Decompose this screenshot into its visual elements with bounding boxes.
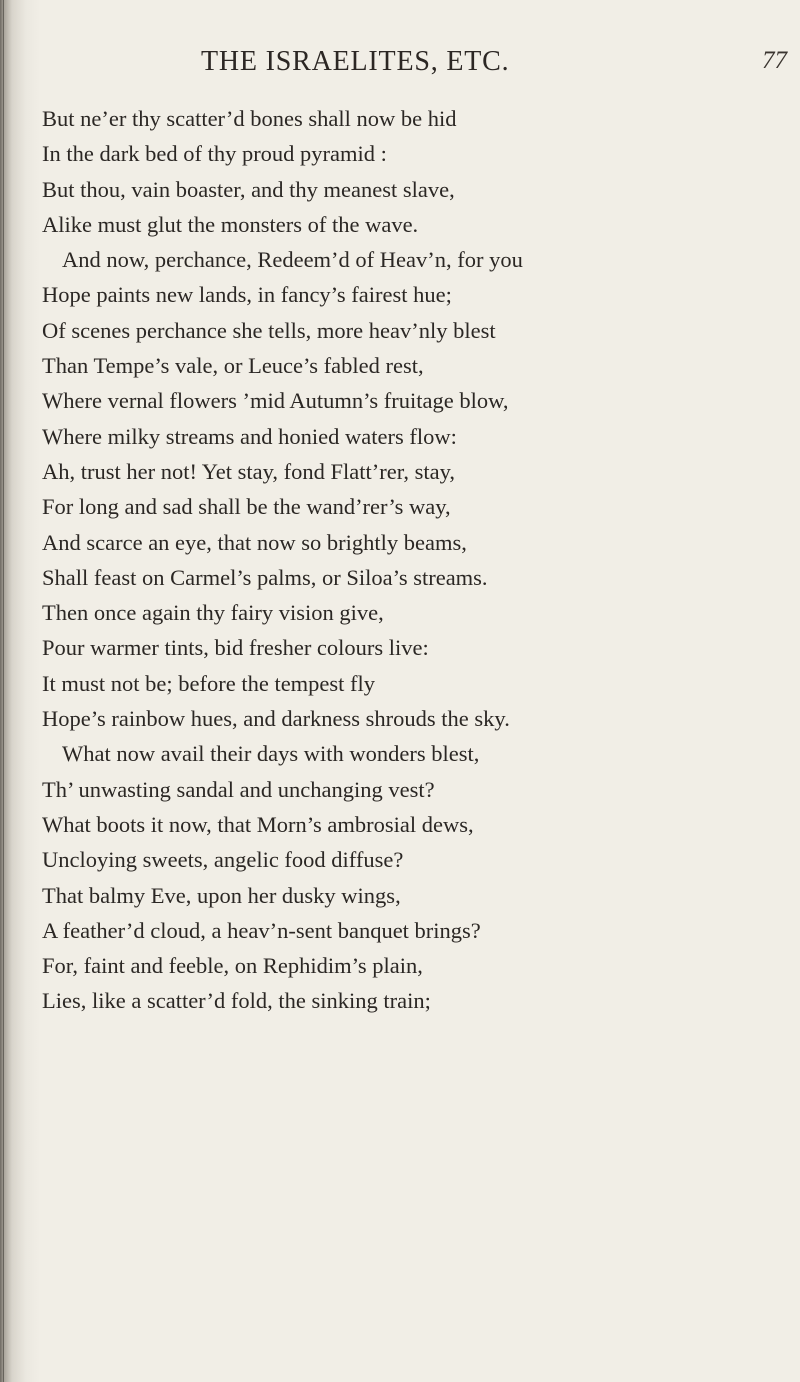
poem-line: It must not be; before the tempest fly: [42, 670, 376, 696]
poem-line: Th’ unwasting sandal and unchanging vest?: [42, 776, 435, 802]
page-number: 77: [762, 47, 787, 74]
poem-line: Shall feast on Carmel’s palms, or Siloa’s streams.: [42, 564, 488, 590]
poem-line: And now, perchance, Redeem’d of Heav’n, for you: [62, 247, 523, 273]
poem-line: But thou, vain boaster, and thy meanest slave,: [42, 176, 455, 202]
poem-line: Lies, like a scatter’d fold, the sinking train;: [42, 988, 431, 1014]
poem-line: Where vernal flowers ’mid Autumn’s fruitage blow,: [42, 388, 509, 414]
poem-line: Hope’s rainbow hues, and darkness shrouds the sky.: [42, 706, 510, 732]
poem-line: Alike must glut the monsters of the wave.: [42, 211, 419, 237]
poem-line: Pour warmer tints, bid fresher colours live:: [42, 635, 429, 661]
page-header: [0, 46, 800, 86]
running-title: THE ISRAELITES, ETC.: [201, 46, 510, 77]
poem-line: In the dark bed of thy proud pyramid :: [42, 141, 387, 167]
poem-line: Where milky streams and honied waters flow:: [42, 423, 457, 449]
poem-line: Than Tempe’s vale, or Leuce’s fabled rest,: [42, 353, 424, 379]
poem-line: Then once again thy fairy vision give,: [42, 600, 384, 626]
page-gutter-shadow: [0, 0, 40, 1382]
poem-line: Uncloying sweets, angelic food diffuse?: [42, 847, 404, 873]
poem-line: Hope paints new lands, in fancy’s fairest hue;: [42, 282, 452, 308]
poem-line: Of scenes perchance she tells, more heav’nly blest: [42, 317, 496, 343]
poem-line: For, faint and feeble, on Rephidim’s plain,: [42, 953, 423, 979]
poem-line: What boots it now, that Morn’s ambrosial dews,: [42, 811, 474, 837]
poem-line: What now avail their days with wonders blest,: [62, 741, 480, 767]
poem-text: [42, 101, 782, 1019]
poem-line: A feather’d cloud, a heav’n-sent banquet brings?: [42, 917, 481, 943]
poem-line: But ne’er thy scatter’d bones shall now be hid: [42, 106, 457, 131]
poem-line: And scarce an eye, that now so brightly beams,: [42, 529, 467, 555]
poem-line: Ah, trust her not! Yet stay, fond Flatt’rer, stay,: [42, 458, 455, 484]
page-gutter-edge: [3, 0, 4, 1382]
poem-line: That balmy Eve, upon her dusky wings,: [42, 882, 401, 908]
poem-line: For long and sad shall be the wand’rer’s way,: [42, 494, 451, 520]
